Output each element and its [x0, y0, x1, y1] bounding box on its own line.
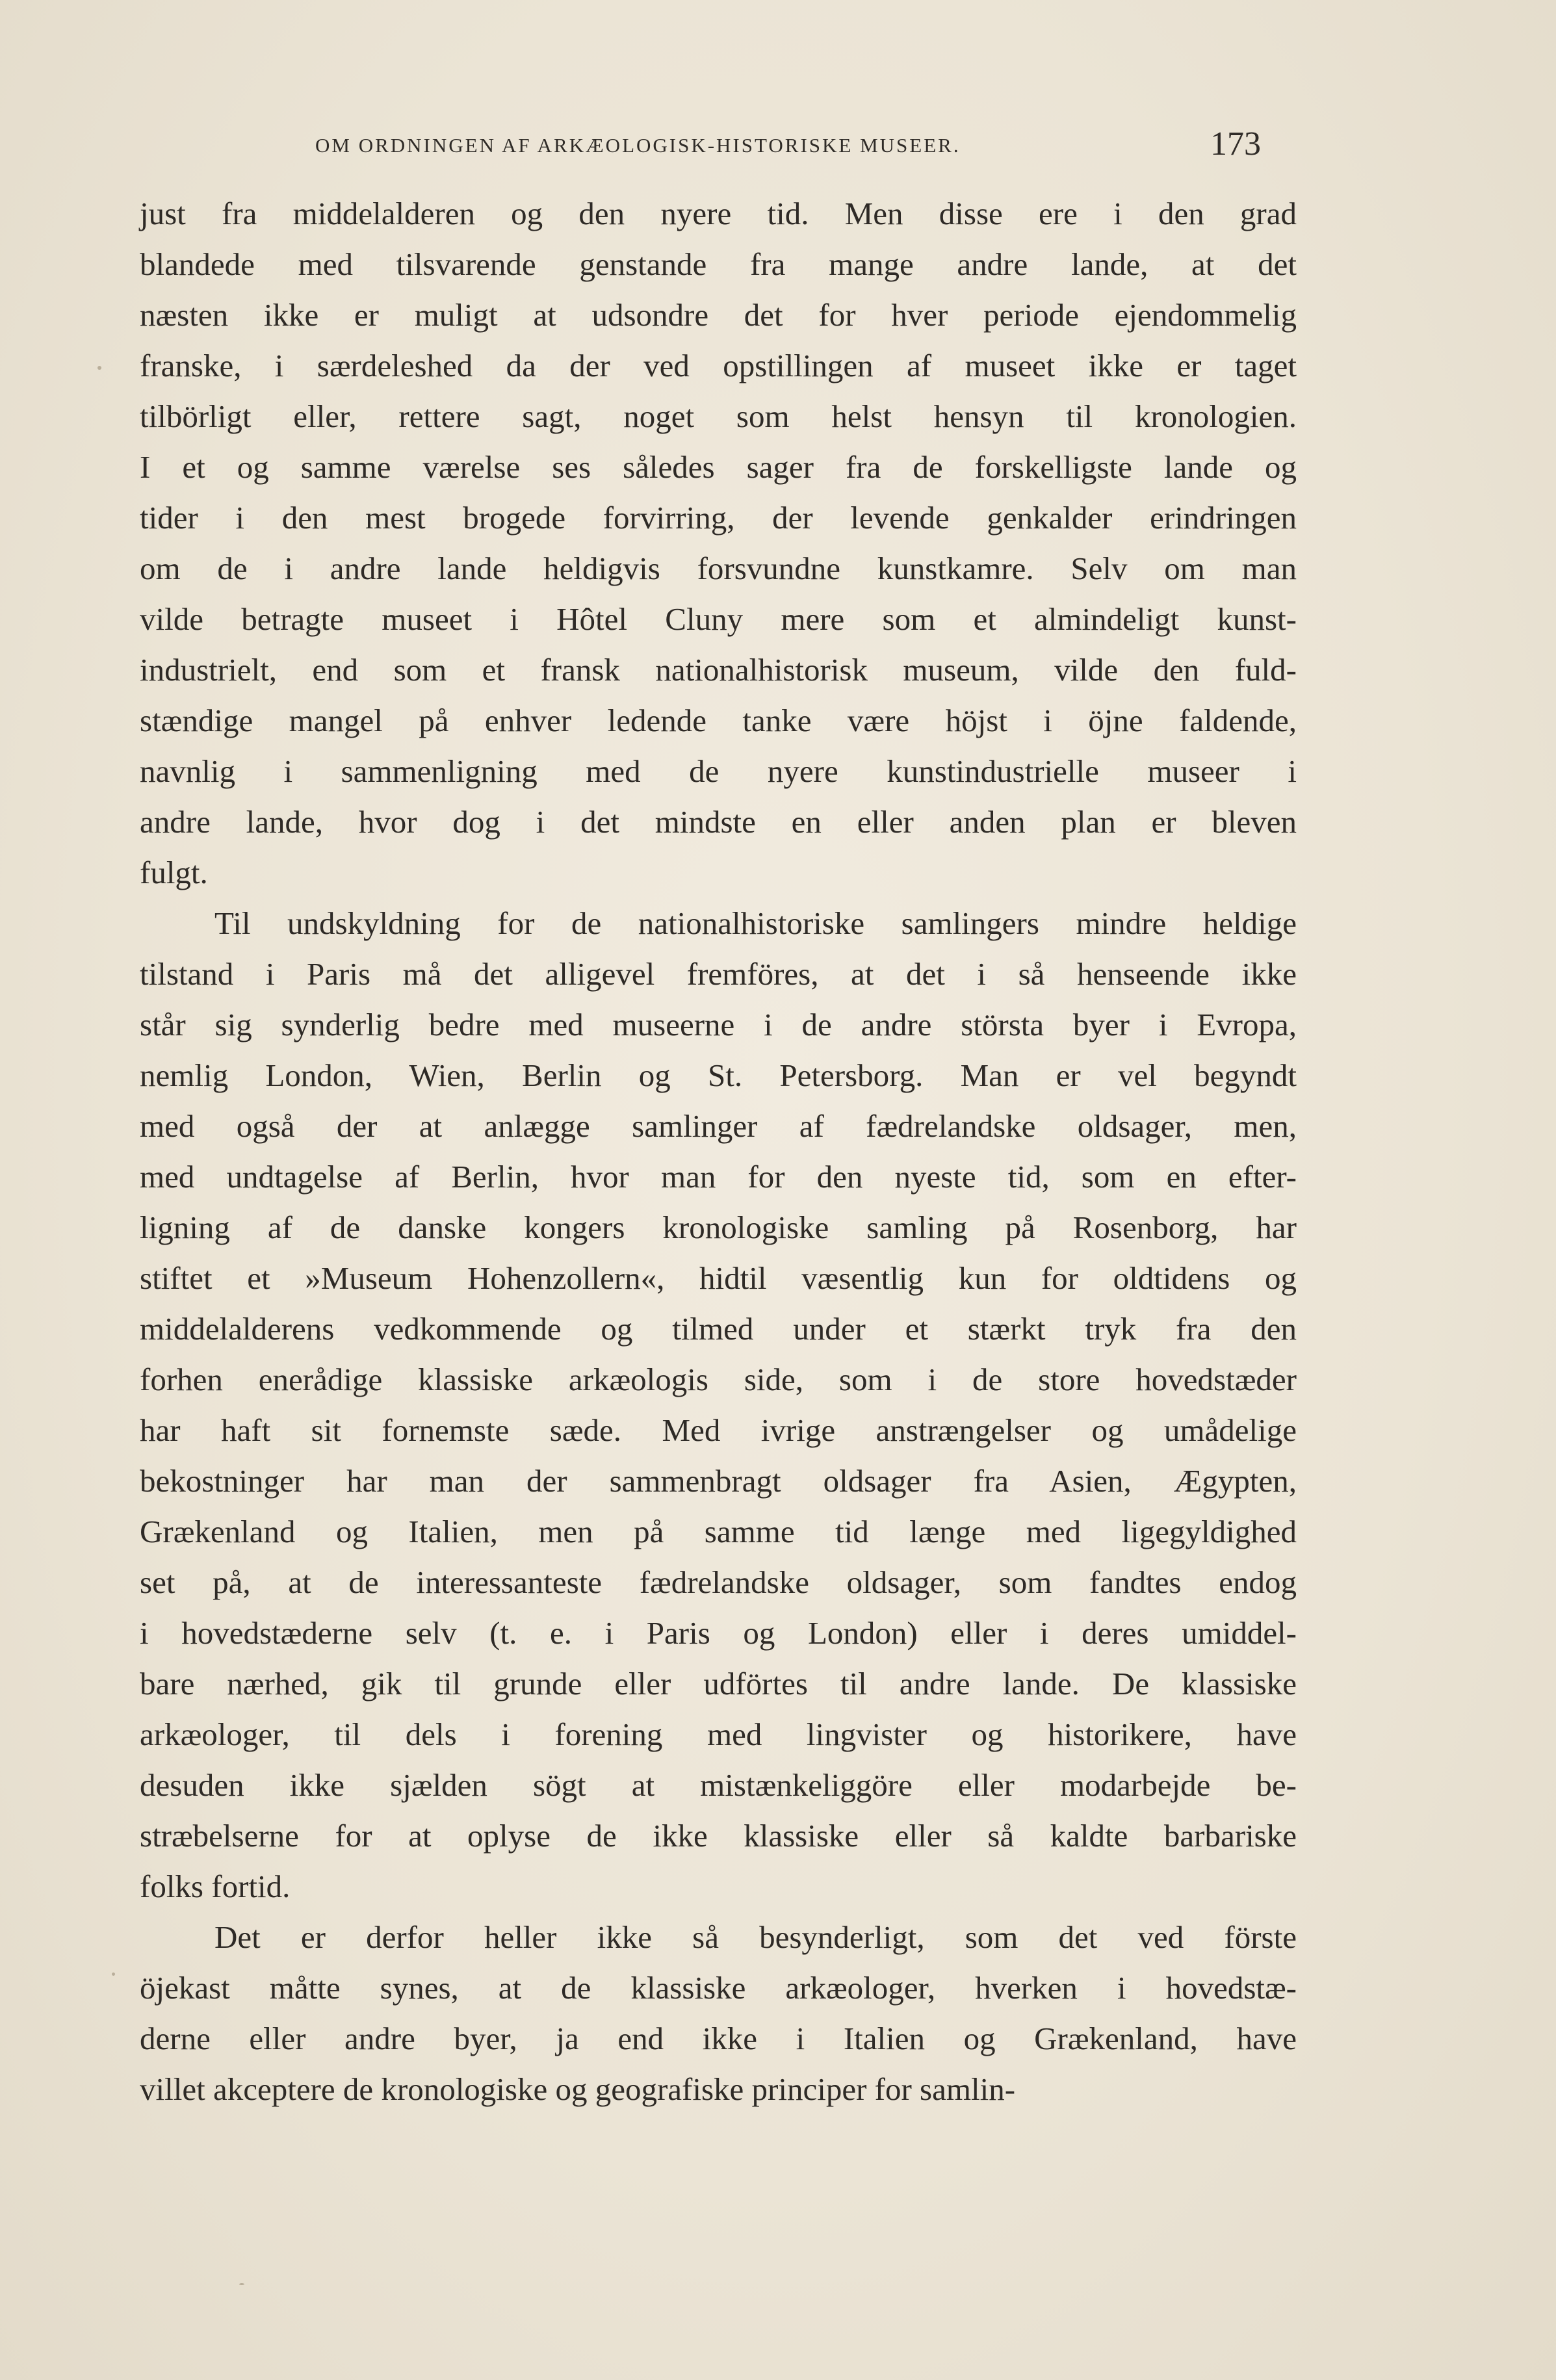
text-line: just fra middelalderen og den nyere tid. Men disse ere i den grad — [140, 196, 1297, 231]
text-line: stændige mangel på enhver ledende tanke være höjst i öjne faldende, — [140, 703, 1297, 738]
text-line: med også der at anlægge samlinger af fædrelandske oldsager, men, — [140, 1108, 1297, 1144]
text-line: Til undskyldning for de nationalhistoriske samlingers mindre heldige — [214, 905, 1297, 941]
text-line: i hovedstæderne selv (t. e. i Paris og London) eller i deres umiddel- — [140, 1615, 1297, 1651]
text-line: fulgt. — [140, 855, 208, 890]
running-title: OM ORDNINGEN AF ARKÆOLOGISK-HISTORISKE MUSEER. — [315, 134, 961, 157]
text-line: desuden ikke sjælden sögt at mistænkeliggöre eller modarbejde be- — [140, 1767, 1297, 1803]
text-line: har haft sit fornemste sæde. Med ivrige anstrængelser og umådelige — [140, 1412, 1297, 1448]
text-line: står sig synderlig bedre med museerne i de andre största byer i Evropa, — [140, 1007, 1297, 1042]
text-line: derne eller andre byer, ja end ikke i Italien og Grækenland, have — [140, 2021, 1297, 2056]
paragraph — [140, 188, 1297, 898]
text-line: ligning af de danske kongers kronologiske samling på Rosenborg, har — [140, 1209, 1297, 1245]
text-line: om de i andre lande heldigvis forsvundne kunstkamre. Selv om man — [140, 550, 1297, 586]
text-line: blandede med tilsvarende genstande fra mange andre lande, at det — [140, 246, 1297, 282]
text-line: middelalderens vedkommende og tilmed under et stærkt tryk fra den — [140, 1311, 1297, 1347]
paragraph — [140, 1912, 1297, 2115]
text-line: arkæologer, til dels i forening med lingvister og historikere, have — [140, 1716, 1297, 1752]
text-line: vilde betragte museet i Hôtel Cluny mere som et almindeligt kunst- — [140, 601, 1297, 637]
text-line: stræbelserne for at oplyse de ikke klassiske eller så kaldte barbariske — [140, 1818, 1297, 1854]
text-line: franske, i særdeleshed da der ved opstillingen af museet ikke er taget — [140, 348, 1297, 383]
text-line: bare nærhed, gik til grunde eller udförtes til andre lande. De klassiske — [140, 1666, 1297, 1701]
text-line: tider i den mest brogede forvirring, der levende genkalder erindringen — [140, 500, 1297, 536]
body-text — [140, 188, 1297, 2115]
text-line: navnlig i sammenligning med de nyere kunstindustrielle museer i — [140, 753, 1297, 789]
paragraph — [140, 898, 1297, 1912]
text-line: bekostninger har man der sammenbragt oldsager fra Asien, Ægypten, — [140, 1463, 1297, 1499]
text-line: öjekast måtte synes, at de klassiske arkæologer, hverken i hovedstæ- — [140, 1970, 1297, 2006]
page-number: 173 — [1210, 125, 1261, 162]
text-line: stiftet et »Museum Hohenzollern«, hidtil væsentlig kun for oldtidens og — [140, 1260, 1297, 1296]
text-line: folks fortid. — [140, 1869, 291, 1904]
text-line: forhen enerådige klassiske arkæologis side, som i de store hovedstæder — [140, 1362, 1297, 1397]
page-header — [140, 125, 1261, 170]
text-line: Det er derfor heller ikke så besynderligt, som det ved förste — [214, 1919, 1297, 1955]
text-line: andre lande, hvor dog i det mindste en eller anden plan er bleven — [140, 804, 1297, 840]
text-line: tilstand i Paris må det alligevel fremföres, at det i så henseende ikke — [140, 956, 1297, 992]
paper-speck — [239, 2283, 244, 2285]
text-line: set på, at de interessanteste fædrelandske oldsager, som fandtes endog — [140, 1564, 1297, 1600]
text-line: Grækenland og Italien, men på samme tid længe med ligegyldighed — [140, 1514, 1297, 1549]
text-line: I et og samme værelse ses således sager fra de forskelligste lande og — [140, 449, 1297, 485]
text-line: villet akceptere de kronologiske og geografiske principer for samlin- — [140, 2071, 1016, 2107]
text-line: industrielt, end som et fransk nationalhistorisk museum, vilde den fuld- — [140, 652, 1297, 688]
paper-speck — [97, 366, 101, 370]
text-line: tilbörligt eller, rettere sagt, noget som helst hensyn til kronologien. — [140, 398, 1297, 434]
text-line: næsten ikke er muligt at udsondre det for hver periode ejendommelig — [140, 297, 1297, 333]
text-line: nemlig London, Wien, Berlin og St. Petersborg. Man er vel begyndt — [140, 1057, 1297, 1093]
text-line: med undtagelse af Berlin, hvor man for den nyeste tid, som en efter- — [140, 1159, 1297, 1195]
paper-speck — [112, 1973, 115, 1976]
